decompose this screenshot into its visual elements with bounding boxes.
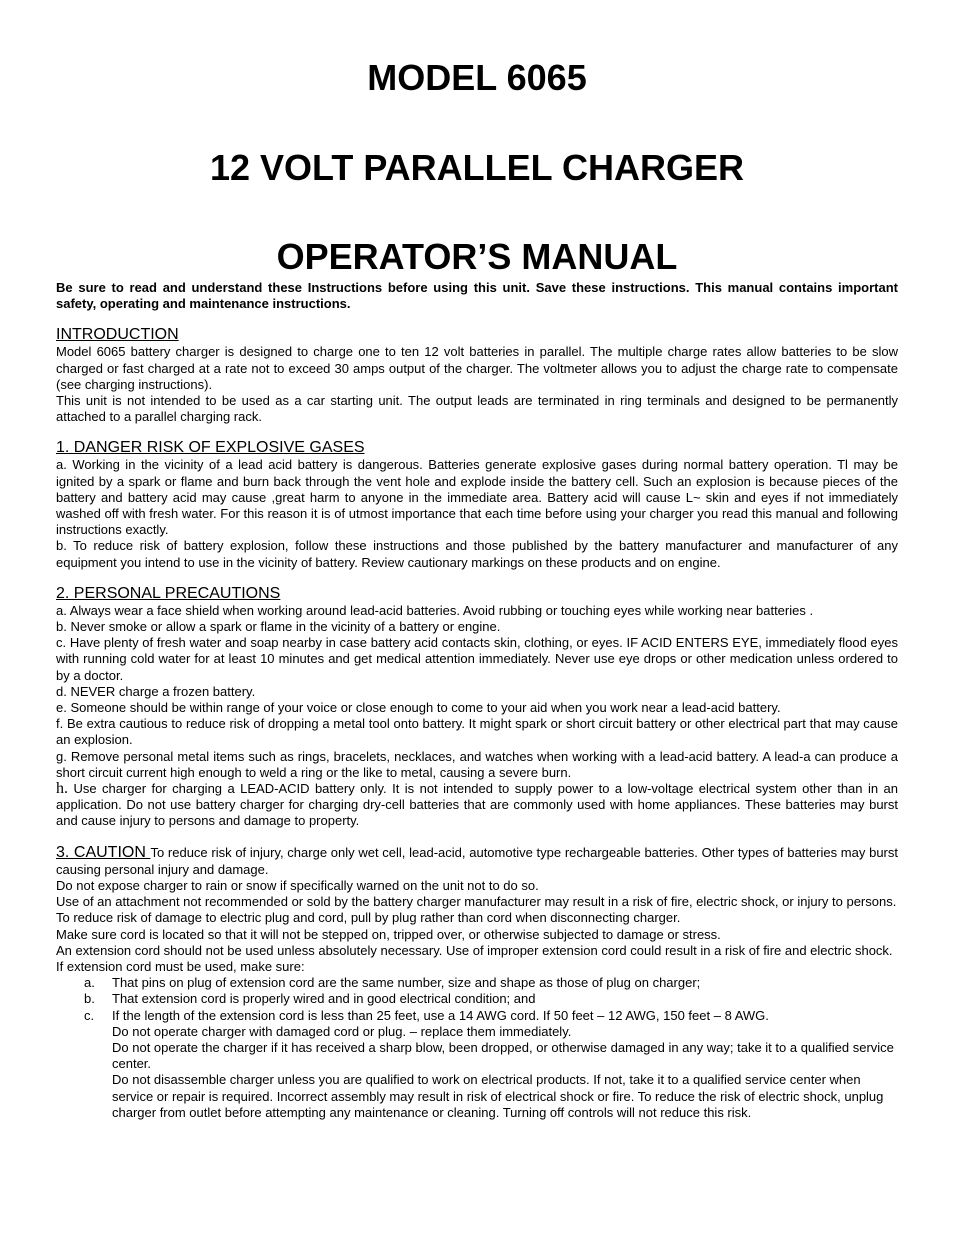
caution-paragraph: An extension cord should not be used unless absolutely necessary. Use of improper extension cord could result in a risk of fire and electric shock. — [56, 942, 893, 958]
manual-title: OPERATOR’S MANUAL — [276, 236, 678, 277]
caution-paragraph: If extension cord must be used, make sure: — [56, 958, 305, 974]
caution-note: Do not operate the charger if it has received a sharp blow, been dropped, or otherwise damaged in any way; take it to a qualified service center. — [112, 1039, 894, 1072]
introduction-heading: INTRODUCTION — [56, 326, 179, 344]
caution-paragraph: Make sure cord is located so that it will not be stepped on, tripped over, or otherwise subjected to damage or stress. — [56, 926, 721, 942]
precaution-item: c. Have plenty of fresh water and soap nearby in case battery acid contacts skin, clothing, or eyes. IF ACID ENTERS EYE, immediately flood eyes with running cold water for at least 10 minutes and get medical attention immediately. Never use eye drops or other medication unless ordered to by a doctor. — [56, 635, 898, 683]
caution-note: Do not disassemble charger unless you are qualified to work on electrical products. If not, take it to a qualified service center when service or repair is required. Incorrect assembly may result in risk of electrical shock or fire. To reduce the risk of electric shock, unplug charger from outlet before attempting any maintenance or cleaning. Turning off controls will not reduce this risk. — [112, 1072, 884, 1120]
danger-paragraph: b. To reduce risk of battery explosion, follow these instructions and those published by the battery manufacturer and manufacturer of any equipment you intend to use in the vicinity of battery. Review cautionary markings on these products and on engine. — [56, 538, 898, 570]
list-item-label: b. — [84, 991, 95, 1007]
caution-section — [56, 844, 898, 1121]
list-item-text: If the length of the extension cord is less than 25 feet, use a 14 AWG cord. If 50 feet – 12 AWG, 150 feet – 8 AWG. — [112, 1007, 769, 1023]
list-item — [84, 1008, 898, 1024]
danger-heading: 1. DANGER RISK OF EXPLOSIVE GASES — [56, 439, 365, 457]
list-item-text: That pins on plug of extension cord are the same number, size and shape as those of plug on charger; — [112, 975, 701, 991]
danger-section — [56, 439, 898, 570]
item-h-text: Use charger for charging a LEAD-ACID battery only. It is not intended to supply power to a low-voltage electrical system other than in an application. Do not use battery charger for charging dry-cell batteries that are commonly used with home appliances. These batteries may burst and cause injury to persons and damage to property. — [56, 781, 898, 829]
intro-notice: Be sure to read and understand these Instructions before using this unit. Save these instructions. This manual contains important safety, operating and maintenance instructions. — [56, 280, 898, 312]
precaution-item: a. Always wear a face shield when working around lead-acid batteries. Avoid rubbing or touching eyes while working near batteries . — [56, 602, 814, 618]
introduction-paragraph: Model 6065 battery charger is designed to charge one to ten 12 volt batteries in parallel. The multiple charge rates allow batteries to be slow charged or fast charged at a rate not to exceed 30 amps output of the charger. The voltmeter allows you to adjust the charge rate to compensate (see charging instructions). — [56, 344, 898, 392]
product-title: 12 VOLT PARALLEL CHARGER — [209, 147, 745, 188]
list-item-label: a. — [84, 975, 95, 991]
manual-body — [56, 280, 898, 1121]
caution-note: Do not operate charger with damaged cord or plug. – replace them immediately. — [112, 1023, 572, 1039]
precaution-item: e. Someone should be within range of your voice or close enough to come to your aid when you work near a lead-acid battery. — [56, 700, 781, 716]
extension-cord-list — [84, 975, 898, 1121]
list-item — [84, 975, 898, 991]
item-h-label: h. — [56, 780, 68, 798]
caution-lead — [56, 844, 898, 878]
precautions-heading: 2. PERSONAL PRECAUTIONS — [56, 584, 281, 602]
list-item-text: That extension cord is properly wired and in good electrical condition; and — [112, 991, 536, 1007]
precautions-section — [56, 585, 898, 830]
precaution-item-h — [56, 781, 898, 830]
caution-paragraph: To reduce risk of damage to electric plug and cord, pull by plug rather than cord when disconnecting charger. — [56, 910, 681, 926]
precaution-item: d. NEVER charge a frozen battery. — [56, 683, 256, 699]
caution-lead-text: To reduce risk of injury, charge only wet cell, lead-acid, automotive type rechargeable batteries. Other types of batteries may burst causing personal injury and damage. — [56, 844, 898, 877]
introduction-paragraph: This unit is not intended to be used as a car starting unit. The output leads are terminated in ring terminals and designed to be permanently attached to a parallel charging rack. — [56, 393, 898, 425]
model-title: MODEL 6065 — [367, 57, 587, 98]
precaution-item: b. Never smoke or allow a spark or flame in the vicinity of a battery or engine. — [56, 619, 501, 635]
danger-paragraph: a. Working in the vicinity of a lead acid battery is dangerous. Batteries generate explosive gases during normal battery operation. Tl may be ignited by a spark or flame and burn back through the vent hole and explode inside the battery cell. Such an explosion is because pieces of the battery and battery acid may cause ,great harm to anyone in the immediate area. Battery acid will cause L~ skin and eyes if not immediately washed off with fresh water. For this reason it is of utmost importance that each time before using your charger you read this manual and following instructions exactly. — [56, 457, 898, 538]
precaution-item: f. Be extra cautious to reduce risk of dropping a metal tool onto battery. It might spark or short circuit battery or other electrical part that may cause an explosion. — [56, 716, 898, 748]
caution-paragraph: Do not expose charger to rain or snow if specifically warned on the unit not to do so. — [56, 877, 539, 893]
precaution-item: g. Remove personal metal items such as rings, bracelets, necklaces, and watches when working with a lead-acid battery. A lead-a can produce a short circuit current high enough to weld a ring or the like to metal, causing a severe burn. — [56, 748, 898, 780]
caution-paragraph: Use of an attachment not recommended or sold by the battery charger manufacturer may result in a risk of fire, electric shock, or injury to persons. — [56, 894, 897, 910]
list-item — [84, 991, 898, 1007]
caution-heading: 3. CAUTION — [56, 843, 151, 861]
introduction-section — [56, 326, 898, 425]
list-item-label: c. — [84, 1007, 95, 1023]
